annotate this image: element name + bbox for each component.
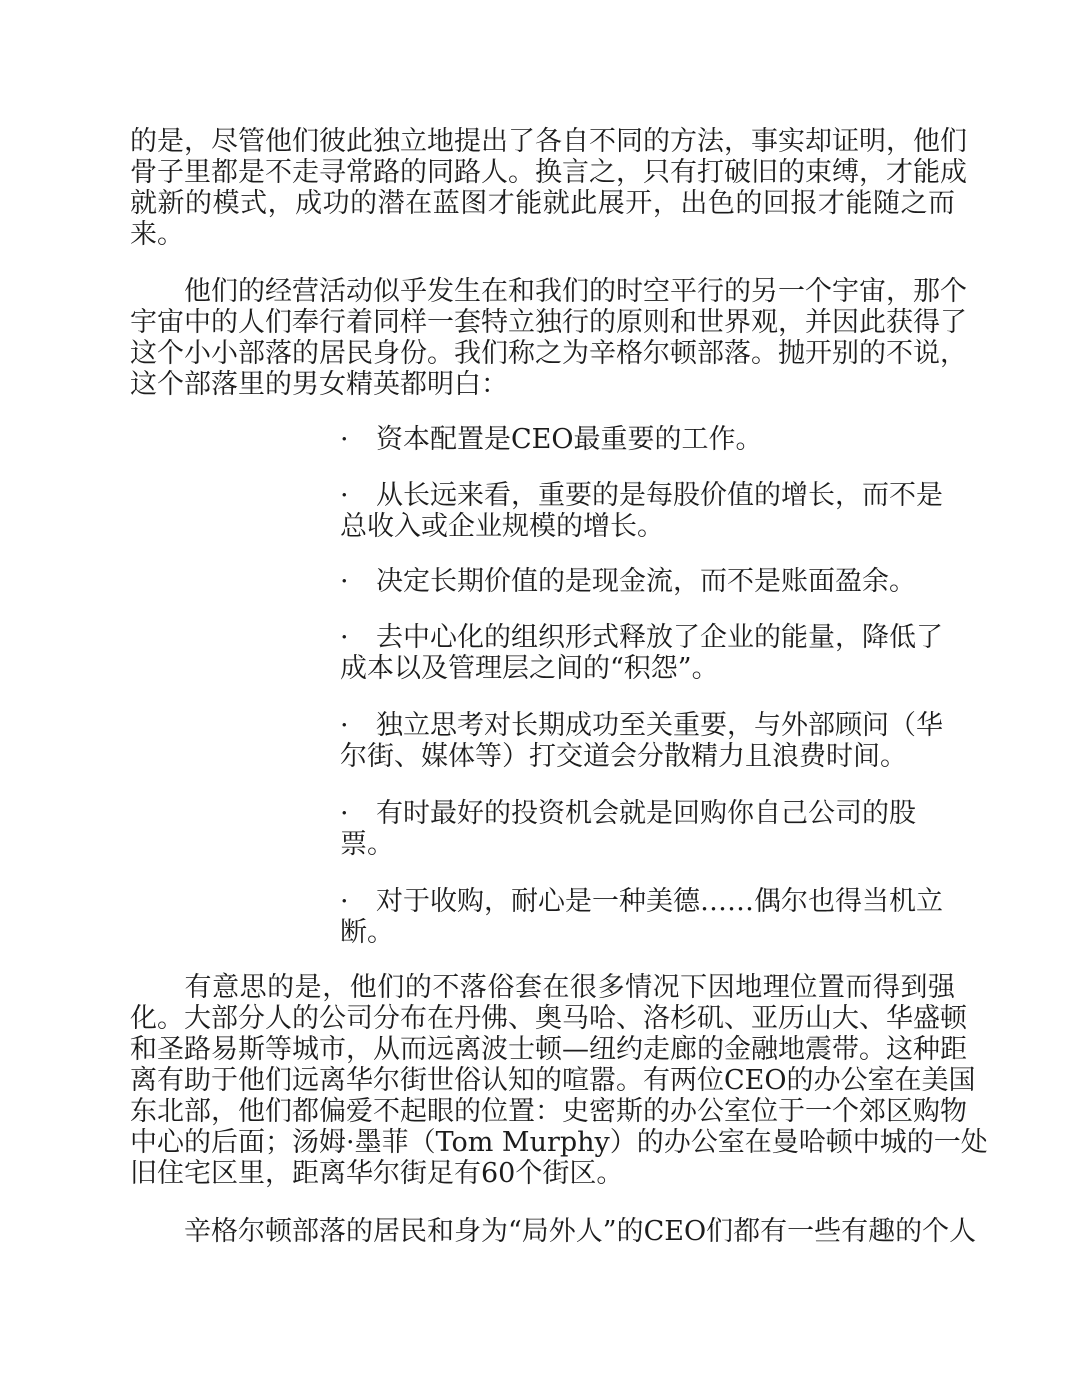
bullet-dot-icon: · xyxy=(340,622,349,653)
paragraph-line: 中心的后面；汤姆·墨菲（Tom Murphy）的办公室在曼哈顿中城的一处 xyxy=(130,1127,988,1158)
paragraph-line: 这个部落里的男女精英都明白： xyxy=(130,369,508,400)
bullet-item-3 xyxy=(340,566,940,597)
paragraph-line: 就新的模式，成功的潜在蓝图才能就此展开，出色的回报才能随之而 xyxy=(130,188,955,219)
paragraph-line: 化。大部分人的公司分布在丹佛、奥马哈、洛杉矶、亚历山大、华盛顿 xyxy=(130,1003,967,1034)
bullet-item-5 xyxy=(340,710,943,772)
bullet-dot-icon: · xyxy=(340,424,349,455)
bullet-line: 断。 xyxy=(340,917,394,948)
paragraph-1 xyxy=(130,126,967,250)
bullet-line: 成本以及管理层之间的“积怨”。 xyxy=(340,653,719,684)
bullet-dot-icon: · xyxy=(340,798,349,829)
paragraph-line: 他们的经营活动似乎发生在和我们的时空平行的另一个宇宙，那个 xyxy=(184,276,967,307)
paragraph-line: 的是，尽管他们彼此独立地提出了各自不同的方法，事实却证明，他们 xyxy=(130,126,967,157)
paragraph-line: 东北部，他们都偏爱不起眼的位置：史密斯的办公室位于一个郊区购物 xyxy=(130,1096,967,1127)
bullet-dot-icon: · xyxy=(340,480,349,511)
bullet-line: · 有时最好的投资机会就是回购你自己公司的股 xyxy=(340,798,916,829)
bullet-line: · 去中心化的组织形式释放了企业的能量，降低了 xyxy=(340,622,943,653)
bullet-line: 尔街、媒体等）打交道会分散精力且浪费时间。 xyxy=(340,741,907,772)
bullet-dot-icon: · xyxy=(340,566,349,597)
paragraph-line: 骨子里都是不走寻常路的同路人。换言之，只有打破旧的束缚，才能成 xyxy=(130,157,967,188)
paragraph-line: 这个小小部落的居民身份。我们称之为辛格尔顿部落。抛开别的不说， xyxy=(130,338,967,369)
paragraph-line: 宇宙中的人们奉行着同样一套特立独行的原则和世界观，并因此获得了 xyxy=(130,307,967,338)
bullet-line: · 独立思考对长期成功至关重要，与外部顾问（华 xyxy=(340,710,943,741)
paragraph-4 xyxy=(130,1216,977,1247)
bullet-line: · 从长远来看，重要的是每股价值的增长，而不是 xyxy=(340,480,943,511)
bullet-line: 总收入或企业规模的增长。 xyxy=(340,511,664,542)
bullet-item-4 xyxy=(340,622,943,684)
bullet-line: · 对于收购，耐心是一种美德……偶尔也得当机立 xyxy=(340,886,943,917)
bullet-item-1 xyxy=(340,424,940,455)
paragraph-line: 有意思的是，他们的不落俗套在很多情况下因地理位置而得到强 xyxy=(184,972,955,1003)
bullet-line: · 决定长期价值的是现金流，而不是账面盈余。 xyxy=(340,566,916,597)
bullet-item-6 xyxy=(340,798,940,860)
bullet-item-7 xyxy=(340,886,943,948)
bullet-dot-icon: · xyxy=(340,886,349,917)
paragraph-line: 旧住宅区里，距离华尔街足有60个街区。 xyxy=(130,1158,624,1189)
paragraph-3 xyxy=(130,972,988,1189)
paragraph-2 xyxy=(130,276,967,400)
paragraph-line: 来。 xyxy=(130,219,184,250)
paragraph-line: 辛格尔顿部落的居民和身为“局外人”的CEO们都有一些有趣的个人 xyxy=(184,1216,977,1247)
paragraph-line: 离有助于他们远离华尔街世俗认知的喧嚣。有两位CEO的办公室在美国 xyxy=(130,1065,976,1096)
bullet-line: 票。 xyxy=(340,829,394,860)
bullet-item-2 xyxy=(340,480,943,542)
bullet-line: · 资本配置是CEO最重要的工作。 xyxy=(340,424,763,455)
bullet-dot-icon: · xyxy=(340,710,349,741)
paragraph-line: 和圣路易斯等城市，从而远离波士顿—纽约走廊的金融地震带。这种距 xyxy=(130,1034,967,1065)
